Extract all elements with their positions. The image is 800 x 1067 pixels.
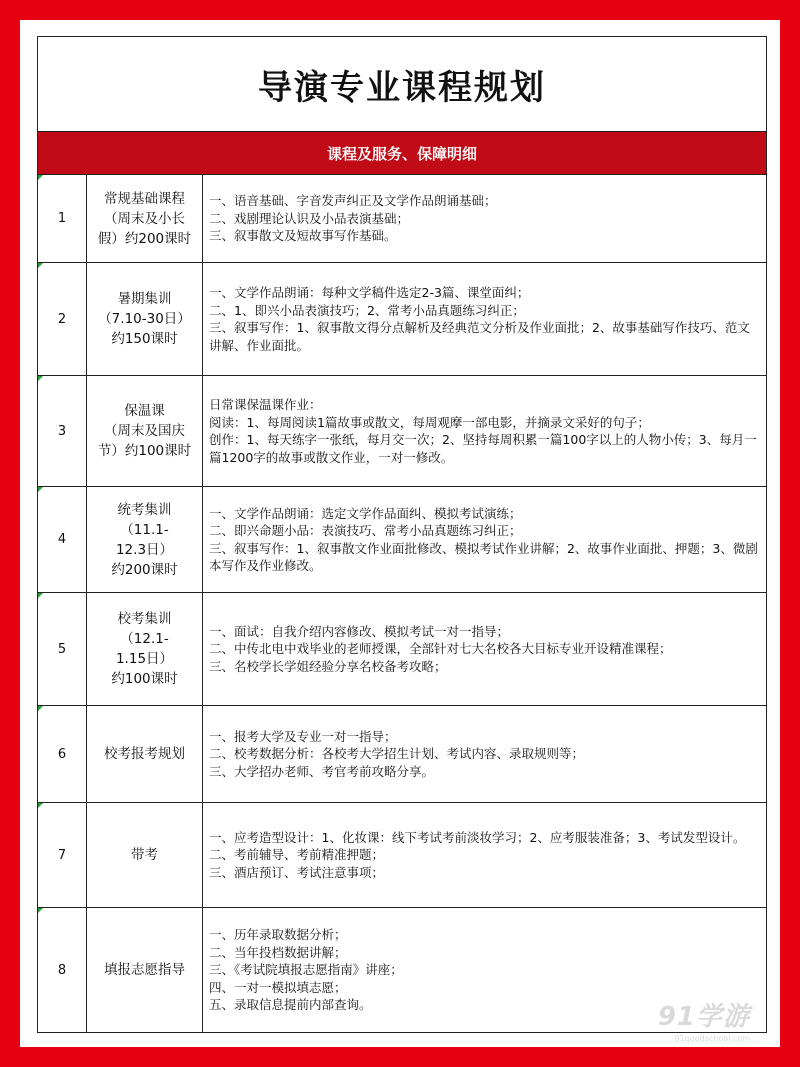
table-row	[38, 175, 766, 263]
detail-line: 阅读：1、每周阅读1篇故事或散文，每周观摩一部电影，并摘录文采好的句子；	[209, 414, 650, 430]
detail-line: 一、应考造型设计：1、化妆课：线下考试考前淡妆学习；2、应考服装准备；3、考试发型设计。	[209, 829, 746, 845]
detail-line: 二、校考数据分析：各校考大学招生计划、考试内容、录取规则等；	[209, 746, 585, 762]
detail-line: 一、文学作品朗诵：选定文学作品面纠、模拟考试演练；	[209, 505, 522, 521]
row-number: 1	[38, 175, 87, 262]
table-row	[38, 263, 766, 376]
section-header: 课程及服务、保障明细	[38, 132, 766, 175]
detail-line: 二、考前辅导、考前精准押题；	[209, 847, 385, 863]
row-number: 4	[38, 487, 87, 592]
detail-line: 一、报考大学及专业一对一指导；	[209, 728, 397, 744]
watermark-url: 91goodschool.com	[674, 1034, 750, 1043]
row-number: 2	[38, 263, 87, 375]
course-name: 保温课 （周末及国庆 节）约100课时	[87, 376, 203, 486]
detail-line: 一、文学作品朗诵：每种文学稿件选定2-3篇、课堂面纠；	[209, 285, 530, 300]
course-name: 常规基础课程 （周末及小长 假）约200课时	[87, 175, 203, 262]
detail-line: 二、戏剧理论认识及小品表演基础；	[209, 210, 410, 226]
detail-line: 三、《考试院填报志愿指南》讲座；	[209, 962, 403, 978]
course-name: 校考集训 （12.1- 1.15日） 约100课时	[87, 593, 203, 705]
detail-line: 一、面试：自我介绍内容修改、模拟考试一对一指导；	[209, 623, 510, 639]
course-name: 校考报考规划	[87, 706, 203, 802]
document-sheet	[20, 20, 780, 1047]
table-row	[38, 376, 766, 487]
table-row	[38, 706, 766, 803]
course-details	[203, 706, 766, 802]
detail-line: 三、叙事写作：1、叙事散文得分点解析及经典范文分析及作业面批；2、故事基础写作技巧、范文讲解、作业面批。	[209, 320, 750, 353]
table-row	[38, 487, 766, 593]
table-row	[38, 593, 766, 706]
watermark-logo: 91学游	[657, 1002, 750, 1032]
detail-line: 一、语音基础、字音发声纠正及文学作品朗诵基础；	[209, 193, 497, 209]
detail-line: 日常课保温课作业：	[209, 397, 322, 412]
course-details	[203, 376, 766, 486]
course-details	[203, 487, 766, 592]
course-name: 统考集训 （11.1- 12.3日） 约200课时	[87, 487, 203, 592]
course-name: 填报志愿指导	[87, 908, 203, 1032]
detail-line: 二、即兴命题小品：表演技巧、常考小品真题练习纠正；	[209, 523, 522, 538]
row-number: 5	[38, 593, 87, 705]
detail-line: 三、酒店预订、考试注意事项；	[209, 864, 385, 880]
detail-line: 三、大学招办老师、考官考前攻略分享。	[209, 763, 435, 779]
detail-line: 二、1、即兴小品表演技巧；2、常考小品真题练习纠正；	[209, 302, 525, 318]
row-number: 6	[38, 706, 87, 802]
detail-line: 三、叙事写作：1、叙事散文作业面批修改、模拟考试作业讲解；2、故事作业面批、押题；3、微剧本写作及作业修改。	[209, 540, 758, 573]
detail-line: 五、录取信息提前内部查询。	[209, 997, 372, 1013]
detail-line: 三、叙事散文及短故事写作基础。	[209, 228, 397, 244]
course-details	[203, 175, 766, 262]
course-details	[203, 593, 766, 705]
table-row	[38, 908, 766, 1032]
row-number: 8	[38, 908, 87, 1032]
table-row	[38, 803, 766, 908]
detail-line: 一、历年录取数据分析；	[209, 927, 347, 943]
course-name: 暑期集训 （7.10-30日） 约150课时	[87, 263, 203, 375]
course-details	[203, 263, 766, 375]
detail-line: 四、一对一模拟填志愿；	[209, 979, 347, 995]
detail-line: 三、名校学长学姐经验分享名校备考攻略；	[209, 658, 447, 674]
table-body	[38, 175, 766, 1032]
row-number: 7	[38, 803, 87, 907]
course-plan-table	[37, 36, 767, 1033]
detail-line: 二、中传北电中戏毕业的老师授课，全部针对七大名校各大目标专业开设精准课程；	[209, 641, 672, 657]
page-title: 导演专业课程规划	[38, 37, 766, 132]
course-name: 带考	[87, 803, 203, 907]
row-number: 3	[38, 376, 87, 486]
course-details	[203, 803, 766, 907]
detail-line: 创作：1、每天练字一张纸，每月交一次；2、坚持每周积累一篇100字以上的人物小传；3、每月一篇1200字的故事或散文作业，一对一修改。	[209, 432, 757, 465]
detail-line: 二、当年投档数据讲解；	[209, 944, 347, 960]
